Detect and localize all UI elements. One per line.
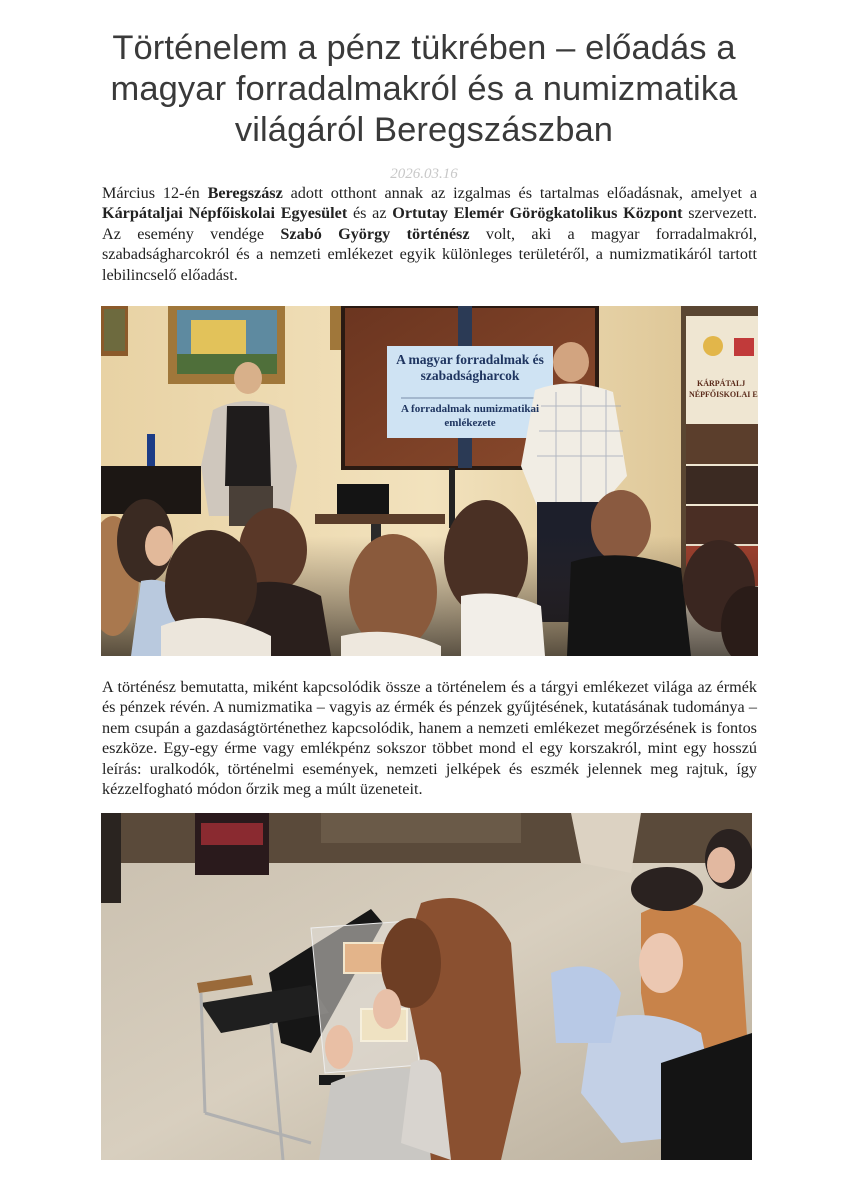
slide-title-line-1: A magyar forradalmak és [396, 352, 544, 367]
speaker-right [553, 342, 589, 382]
banner-line-2: NÉPFŐISKOLAI E [689, 390, 758, 399]
p1-text-5: volt, aki a magyar forradalmakról, szabadságharcokról és a nemzeti emlékezet egyik különleges területéről, a numizmatikáról tartott lebilincselő előadást. [102, 224, 758, 284]
p1-bold-guest: Szabó György történész [280, 224, 470, 243]
p1-bold-organizer-1: Kárpátaljai Népfőiskolai Egyesület [102, 204, 348, 223]
speaker-left [234, 362, 262, 394]
slide-title [387, 352, 553, 384]
bottle [147, 434, 155, 468]
banner-text [689, 378, 758, 400]
banner-line-1: KÁRPÁTALJ [697, 379, 746, 388]
p1-text-1: Március 12-én [102, 184, 208, 202]
students-photo-illustration [101, 813, 752, 1160]
p1-text-2: adott otthont annak az izgalmas és tartalmas előadásnak, amelyet a [282, 184, 758, 202]
article-paragraph-1 [102, 183, 757, 285]
p1-bold-location: Beregszász [207, 184, 283, 202]
table [315, 514, 445, 524]
article-title: Történelem a pénz tükrében – előadás a magyar forradalmakról és a numizmatika világáról Beregszászban [110, 29, 738, 149]
slide-title-line-2: szabadságharcok [420, 368, 520, 383]
p1-text-3: és az [347, 204, 393, 223]
p1-text-4: szervezett. Az esemény vendége [102, 204, 757, 243]
lecture-photo [101, 306, 758, 656]
article-paragraph-2: A történész bemutatta, miként kapcsolódik össze a történelem és a tárgyi emlékezet világa az érmék és pénzek révén. A numizmatika – vagyis az érmék és pénzek gyűjtésének, kutatásának tudománya – nem csupán a gazdaságtörténethez kapcsolódik, hanem a nemzeti emlékezet megőrzésének is fontos eszköze. Egy-egy érme vagy emlékpénz sokszor többet mond el egy korszakról, mint egy hosszú leírás: uralkodók, történelmi események, nemzeti jelképek és eszmék jelennek meg rajtuk, így kézzelfogható módon őrzik meg a múlt üzeneteit. [102, 678, 757, 799]
slide-subtitle-line-1: A forradalmak numizmatikai [400, 403, 540, 415]
article-date: 2026.03.16 [390, 166, 458, 182]
slide-subtitle [387, 402, 553, 430]
students-photo [101, 813, 752, 1160]
laptop [337, 484, 389, 514]
p1-bold-organizer-2: Ortutay Elemér Görögkatolikus Központ [392, 204, 683, 223]
slide-subtitle-line-2: emlékezete [444, 417, 496, 429]
